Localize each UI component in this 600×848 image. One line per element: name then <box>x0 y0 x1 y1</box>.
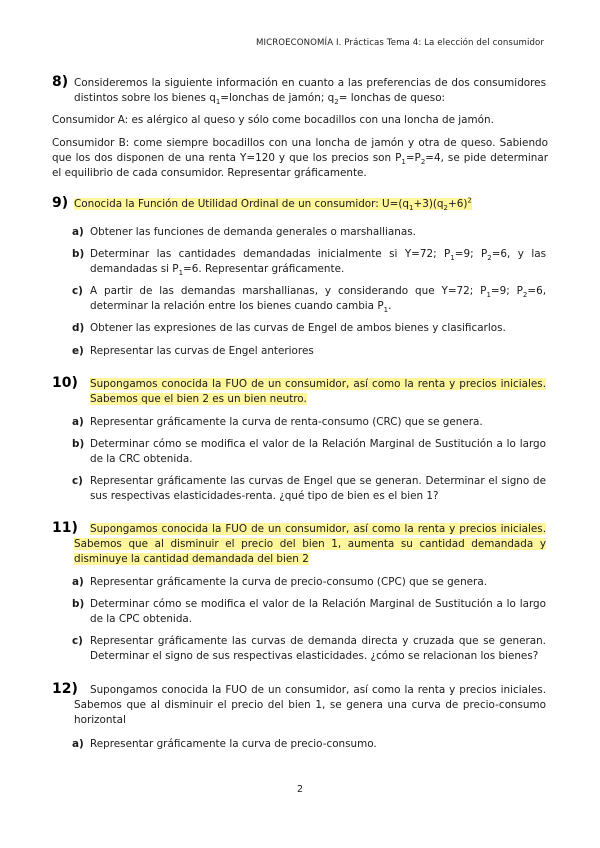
question-10-items <box>72 415 546 504</box>
question-9-item-e: e) Representar las curvas de Engel anteriores <box>72 345 314 357</box>
question-9-item-c: c) A partir de las demandas marshallianas, y considerando que Y=72; $P_1=9$; $P_2=6$, determinar la relación entre los bienes cuando cambia $P_1$. <box>72 285 546 315</box>
question-8-number: 8) <box>52 74 69 90</box>
question-9-number: 9) <box>52 195 69 211</box>
question-12-text: Supongamos conocida la FUO de un consumidor, así como la renta y precios iniciales. Sabemos que al disminuir el precio del bien 1, se genera una curva de precio-consumo horizontal <box>74 684 546 726</box>
question-9-item-b: b) Determinar las cantidades demandadas inicialmente si Y=72; $P_1=9$; $P_2=6$, y las demandadas si $P_1=6$. Representar gráficamente. <box>72 248 546 278</box>
question-11-text: Supongamos conocida la FUO de un consumidor, así como la renta y precios iniciales. Sabemos que al disminuir el precio del bien 1, aumenta su cantidad demandada y disminuye la cantidad demandada del bien 2 <box>74 523 546 565</box>
question-10-text: Supongamos conocida la FUO de un consumidor, así como la renta y precios iniciales. Sabemos que el bien 2 es un bien neutro. <box>90 378 546 405</box>
running-header: MICROECONOMÍA I. Prácticas Tema 4: La elección del consumidor <box>255 38 544 48</box>
question-12-number: 12) <box>52 681 78 697</box>
question-9-item-a: a) Obtener las funciones de demanda generales o marshallianas. <box>72 226 416 238</box>
page-number: 2 <box>296 784 304 795</box>
question-8-consumer-b: Consumidor B: come siempre bocadillos con una loncha de jamón y otra de queso. Sabiendo que los dos disponen de una renta Y=120 y que los precios son $P_1=P_2=4$, se pide determinar el equilibrio de cada consumidor. Representar gráficamente. <box>52 137 548 179</box>
question-11-items <box>72 575 546 664</box>
question-12-item-a: a) Representar gráficamente la curva de precio-consumo. <box>72 738 377 750</box>
question-8-text: Consideremos la siguiente información en cuanto a las preferencias de dos consumidores distintos sobre los bienes $q_1=lonchas$ de jamón; $q_2=$ lonchas de queso: <box>74 77 546 107</box>
question-11-number: 11) <box>52 520 78 536</box>
question-11-item-c: c) Representar gráficamente las curvas de demanda directa y cruzada que se generan. Determinar el signo de sus respectivas elasticidades. ¿cómo se relacionan los bienes? <box>72 635 546 662</box>
question-10-item-c: c) Representar gráficamente las curvas de Engel que se generan. Determinar el signo de sus respectivas elasticidades-renta. ¿qué tipo de bien es el bien 1? <box>72 475 546 502</box>
question-11-item-a: a) Representar gráficamente la curva de precio-consumo (CPC) que se genera. <box>72 576 487 588</box>
question-12-items <box>72 737 546 752</box>
question-10-number: 10) <box>52 375 78 391</box>
question-9-item-d: d) Obtener las expresiones de las curvas de Engel de ambos bienes y clasificarlos. <box>72 322 506 334</box>
question-11-item-b: b) Determinar cómo se modifica el valor de la Relación Marginal de Sustitución a lo largo de la CPC obtenida. <box>72 598 546 625</box>
question-10-item-b: b) Determinar cómo se modifica el valor de la Relación Marginal de Sustitución a lo largo de la CRC obtenida. <box>72 438 546 465</box>
question-9-items <box>72 225 546 359</box>
question-8-consumer-a: Consumidor A: es alérgico al queso y sólo come bocadillos con una loncha de jamón. <box>52 114 494 126</box>
question-9-text: Conocida la Función de Utilidad Ordinal de un consumidor: $U=(q_1+3)(q_2+6)^2$ <box>74 196 472 213</box>
question-10-item-a: a) Representar gráficamente la curva de renta-consumo (CRC) que se genera. <box>72 416 483 428</box>
